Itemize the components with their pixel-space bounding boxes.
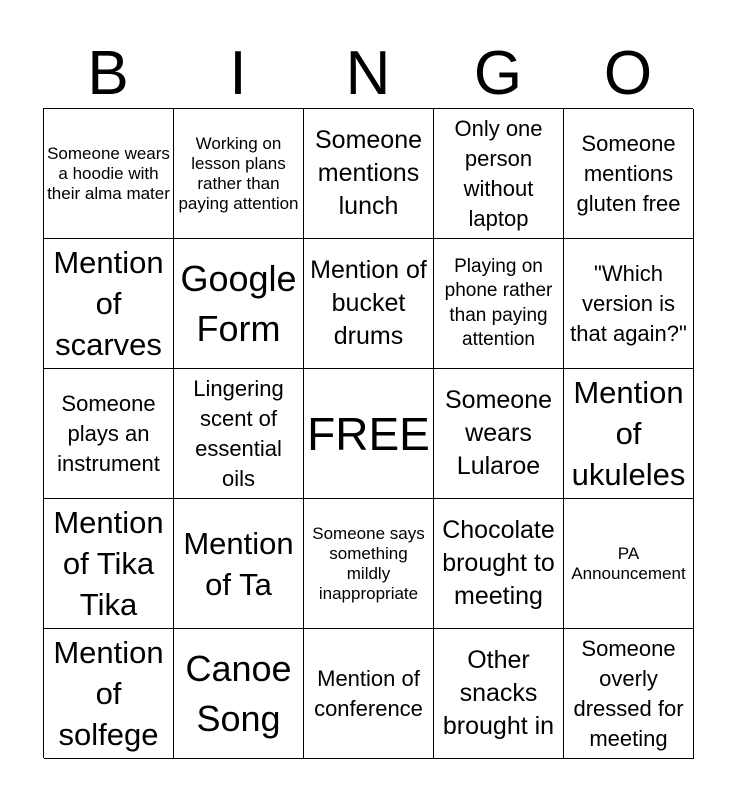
- cell-text: Someone mentions lunch: [314, 126, 423, 220]
- bingo-cell[interactable]: [44, 109, 174, 239]
- cell-text: Lingering scent of essential oils: [193, 375, 284, 491]
- cell-text: Chocolate brought to meeting: [442, 516, 555, 610]
- bingo-cell[interactable]: [564, 629, 694, 759]
- bingo-cell[interactable]: [174, 109, 304, 239]
- bingo-cell[interactable]: [44, 499, 174, 629]
- free-space-label: FREE: [307, 407, 430, 460]
- header-letter-n: N: [345, 39, 391, 108]
- header-letter-b: B: [87, 39, 129, 108]
- cell-text: Mention of conference: [314, 665, 423, 721]
- cell-text: Someone wears a hoodie with their alma mater: [47, 143, 170, 203]
- bingo-cell[interactable]: [304, 499, 434, 629]
- cell-text: PA Announcement: [571, 543, 686, 583]
- bingo-cell[interactable]: [434, 239, 564, 369]
- bingo-cell[interactable]: [434, 629, 564, 759]
- cell-text: Someone overly dressed for meeting: [573, 635, 684, 751]
- bingo-header: [43, 40, 693, 108]
- bingo-cell[interactable]: [304, 629, 434, 759]
- bingo-cell[interactable]: [44, 239, 174, 369]
- bingo-cell[interactable]: [434, 499, 564, 629]
- bingo-cell[interactable]: [564, 239, 694, 369]
- cell-text: Mention of Ta: [183, 525, 294, 602]
- cell-text: Working on lesson plans rather than paying attention: [178, 133, 299, 213]
- cell-text: Mention of bucket drums: [310, 256, 427, 350]
- bingo-cell[interactable]: [44, 629, 174, 759]
- cell-text: Someone plays an instrument: [57, 390, 160, 476]
- cell-text: Other snacks brought in: [442, 646, 555, 740]
- bingo-cell[interactable]: [564, 109, 694, 239]
- cell-text: Mention of scarves: [53, 245, 164, 362]
- bingo-cell[interactable]: [304, 239, 434, 369]
- bingo-cell[interactable]: [564, 369, 694, 499]
- bingo-cell[interactable]: [434, 369, 564, 499]
- cell-text: Someone wears Lularoe: [444, 386, 553, 480]
- bingo-cell[interactable]: [174, 369, 304, 499]
- cell-text: Only one person without laptop: [454, 115, 543, 231]
- bingo-cell[interactable]: [44, 369, 174, 499]
- cell-text: Someone mentions gluten free: [576, 130, 681, 216]
- cell-text: Someone says something mildly inappropriate: [312, 523, 425, 603]
- free-space[interactable]: [304, 369, 434, 499]
- bingo-cell[interactable]: [304, 109, 434, 239]
- header-letter-o: O: [603, 39, 653, 108]
- cell-text: Playing on phone rather than paying attention: [444, 255, 553, 350]
- bingo-cell[interactable]: [174, 499, 304, 629]
- bingo-cell[interactable]: [564, 499, 694, 629]
- bingo-cell[interactable]: [434, 109, 564, 239]
- bingo-cell[interactable]: [174, 629, 304, 759]
- header-letter-i: I: [229, 39, 247, 108]
- cell-text: Google Form: [180, 257, 297, 349]
- bingo-cell[interactable]: [174, 239, 304, 369]
- cell-text: Canoe Song: [185, 647, 292, 739]
- cell-text: Mention of Tika Tika: [53, 505, 164, 622]
- cell-text: Mention of solfege: [53, 635, 164, 752]
- cell-text: "Which version is that again?": [570, 260, 687, 346]
- cell-text: Mention of ukuleles: [571, 375, 686, 492]
- header-letter-g: G: [473, 39, 523, 108]
- bingo-board: [43, 108, 693, 758]
